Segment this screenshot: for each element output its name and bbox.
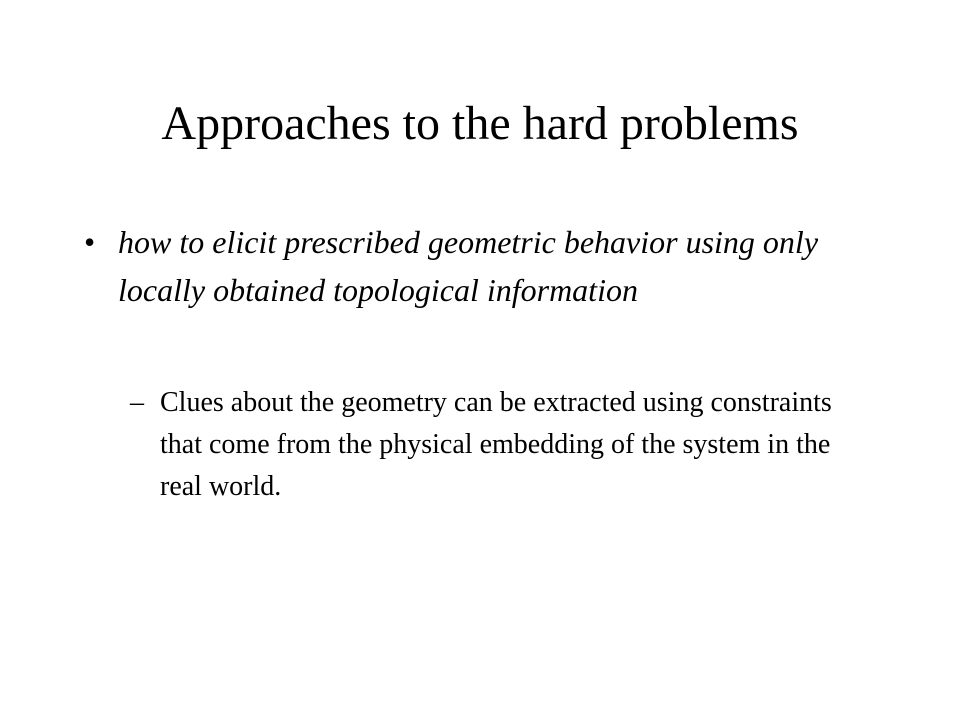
sub-bullet-marker: – bbox=[130, 387, 144, 418]
bullet-marker: • bbox=[84, 224, 96, 260]
sub-bullet-text: Clues about the geometry can be extracted using constraints that come from the physical embedding of the system in the real world. bbox=[160, 387, 832, 502]
sub-bullet-item bbox=[130, 382, 850, 508]
slide-title: Approaches to the hard problems bbox=[161, 97, 799, 150]
bullet-text: how to elicit prescribed geometric behavior using only locally obtained topological information bbox=[118, 224, 819, 308]
bullet-item bbox=[84, 218, 884, 314]
